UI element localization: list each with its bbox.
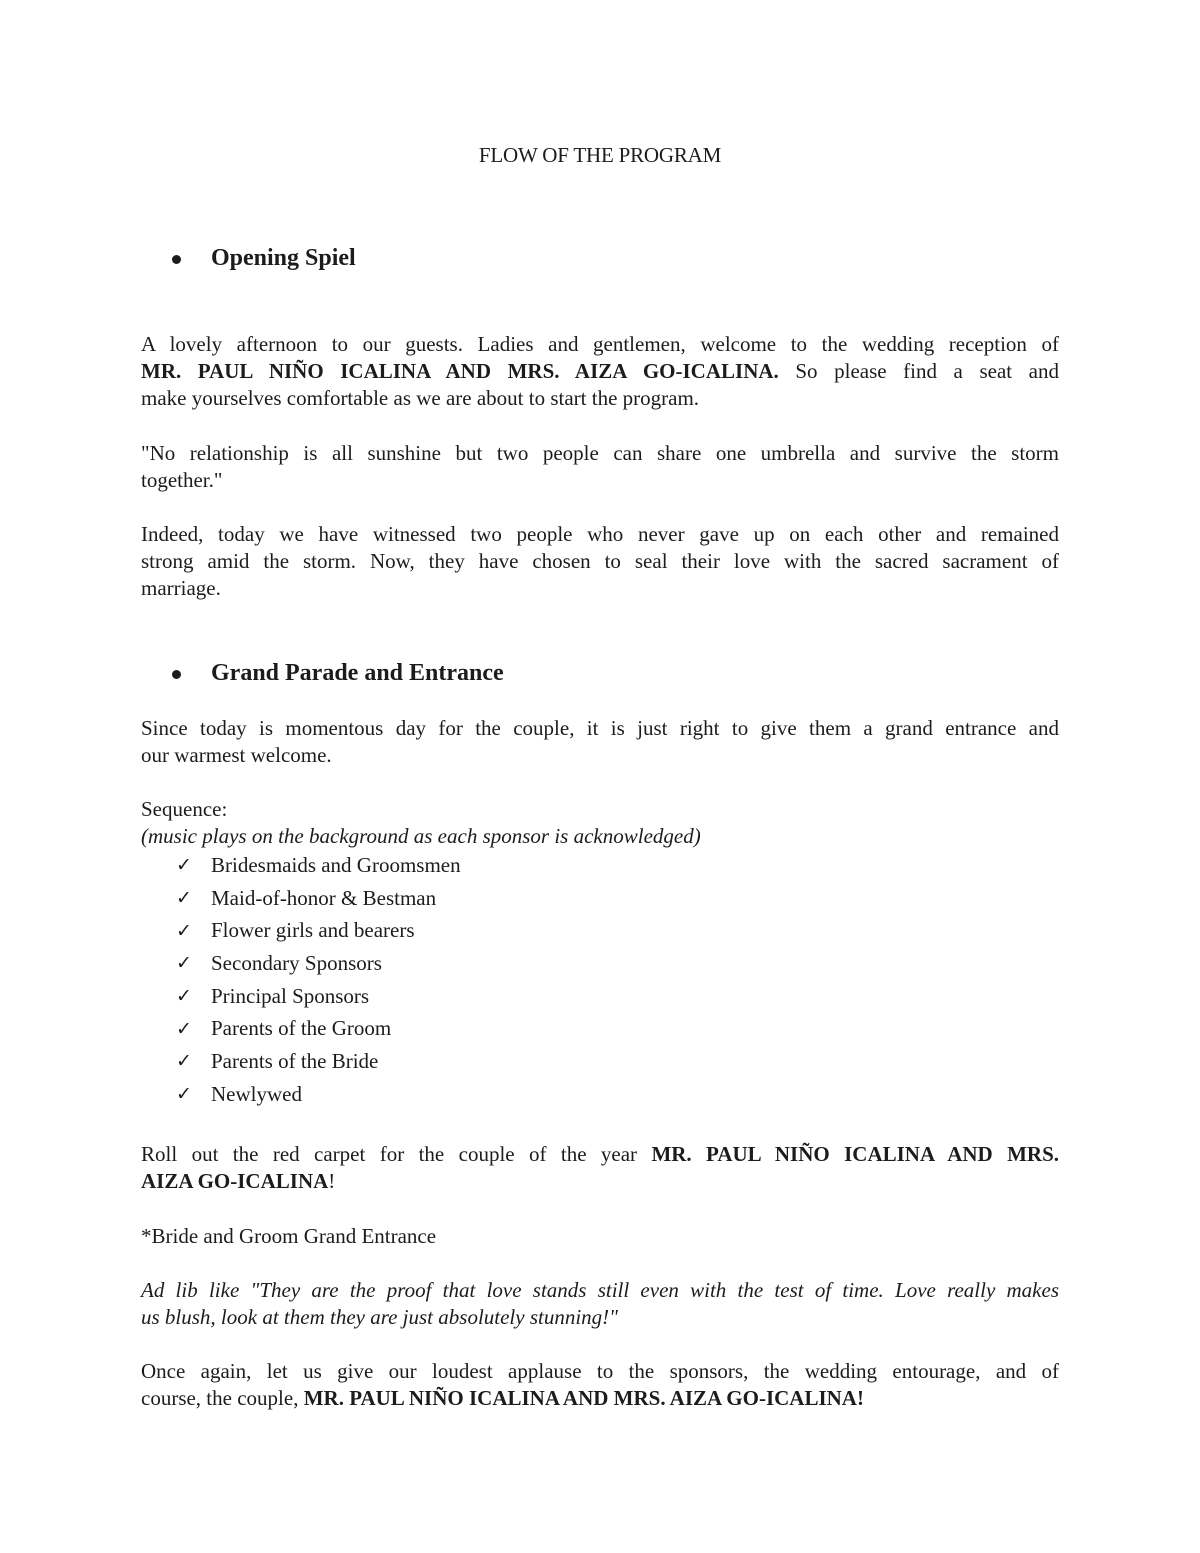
paragraph-line	[141, 1385, 1059, 1412]
paragraph-line	[141, 1141, 1059, 1168]
paragraph-line: our warmest welcome.	[141, 743, 332, 767]
opening-paragraph-3	[141, 521, 1059, 602]
paragraph-line: strong amid the storm. Now, they have chosen to seal their love with the sacred sacrament of	[141, 549, 1059, 573]
list-item-label: Parents of the Bride	[211, 1048, 379, 1073]
paragraph-text: Roll out the red carpet for the couple of the year	[141, 1142, 652, 1166]
sequence-note-text: (music plays on the background as each sponsor is acknowledged)	[141, 824, 701, 848]
paragraph-line	[141, 358, 1059, 385]
list-item-label: Secondary Sponsors	[211, 950, 382, 975]
checkmark-icon: ✓	[176, 887, 192, 910]
sequence-note	[141, 823, 701, 850]
page-title: FLOW OF THE PROGRAM	[478, 143, 722, 167]
paragraph-text: So please find a seat and	[778, 359, 1059, 383]
ad-lib-text: us blush, look at them they are just absolutely stunning!"	[141, 1305, 618, 1329]
checkmark-icon: ✓	[176, 952, 192, 975]
opening-paragraph-1	[141, 331, 1059, 412]
list-item-label: Newlywed	[211, 1081, 302, 1106]
section-heading-label: Opening Spiel	[211, 245, 356, 271]
bullet-icon	[172, 255, 181, 264]
paragraph-line: make yourselves comfortable as we are about to start the program.	[141, 386, 700, 410]
list-item	[176, 849, 461, 882]
checkmark-icon: ✓	[176, 919, 192, 942]
list-item	[176, 1012, 461, 1045]
paragraph-line: Since today is momentous day for the couple, it is just right to give them a grand entrance and	[141, 716, 1059, 740]
paragraph-line: Indeed, today we have witnessed two people who never gave up on each other and remained	[141, 522, 1059, 546]
checkmark-icon: ✓	[176, 1083, 192, 1106]
checkmark-icon: ✓	[176, 1017, 192, 1040]
section-heading-opening-spiel	[172, 245, 356, 272]
couple-names: MR. PAUL NIÑO ICALINA AND MRS.	[651, 1142, 1060, 1166]
paragraph-line	[141, 1304, 1059, 1331]
list-item	[176, 1078, 461, 1111]
checkmark-icon: ✓	[176, 854, 192, 877]
paragraph-line: marriage.	[141, 576, 221, 600]
roll-out-paragraph	[141, 1141, 1059, 1195]
ad-lib-paragraph	[141, 1277, 1059, 1331]
list-item-label: Flower girls and bearers	[211, 918, 415, 943]
sequence-label: Sequence:	[141, 797, 228, 821]
paragraph-text: course, the couple,	[141, 1386, 304, 1410]
checkmark-icon: ✓	[176, 1050, 192, 1073]
paragraph-line	[141, 1277, 1059, 1304]
paragraph-text: !	[328, 1169, 336, 1193]
paragraph-line	[141, 1168, 1059, 1195]
list-item	[176, 1045, 461, 1078]
paragraph-line: "No relationship is all sunshine but two people can share one umbrella and survive the storm	[141, 441, 1059, 465]
list-item-label: Maid-of-honor & Bestman	[211, 885, 437, 910]
paragraph-line: Once again, let us give our loudest applause to the sponsors, the wedding entourage, and of	[141, 1359, 1059, 1383]
section-heading-grand-parade	[172, 660, 504, 687]
list-item-label: Parents of the Groom	[211, 1016, 392, 1041]
list-item	[176, 980, 461, 1013]
couple-names: AIZA GO-ICALINA	[141, 1169, 329, 1193]
list-item	[176, 882, 461, 915]
opening-quote	[141, 440, 1059, 494]
list-item	[176, 947, 461, 980]
section-heading-label: Grand Parade and Entrance	[211, 660, 504, 686]
list-item-label: Principal Sponsors	[211, 983, 370, 1008]
list-item	[176, 914, 461, 947]
paragraph-line: A lovely afternoon to our guests. Ladies and gentlemen, welcome to the wedding reception of	[141, 332, 1059, 356]
parade-intro	[141, 715, 1059, 769]
sequence-list	[176, 849, 461, 1111]
checkmark-icon: ✓	[176, 985, 192, 1008]
ad-lib-text: Ad lib like "They are the proof that love stands still even with the test of time. Love really makes	[141, 1278, 1059, 1302]
paragraph-line: together."	[141, 468, 223, 492]
couple-names: MR. PAUL NIÑO ICALINA AND MRS. AIZA GO-ICALINA!	[303, 1386, 864, 1410]
closing-paragraph	[141, 1358, 1059, 1412]
list-item-label: Bridesmaids and Groomsmen	[211, 852, 461, 877]
couple-names: MR. PAUL NIÑO ICALINA AND MRS. AIZA GO-ICALINA.	[141, 359, 779, 383]
bullet-icon	[172, 670, 181, 679]
entrance-note: *Bride and Groom Grand Entrance	[141, 1224, 437, 1248]
